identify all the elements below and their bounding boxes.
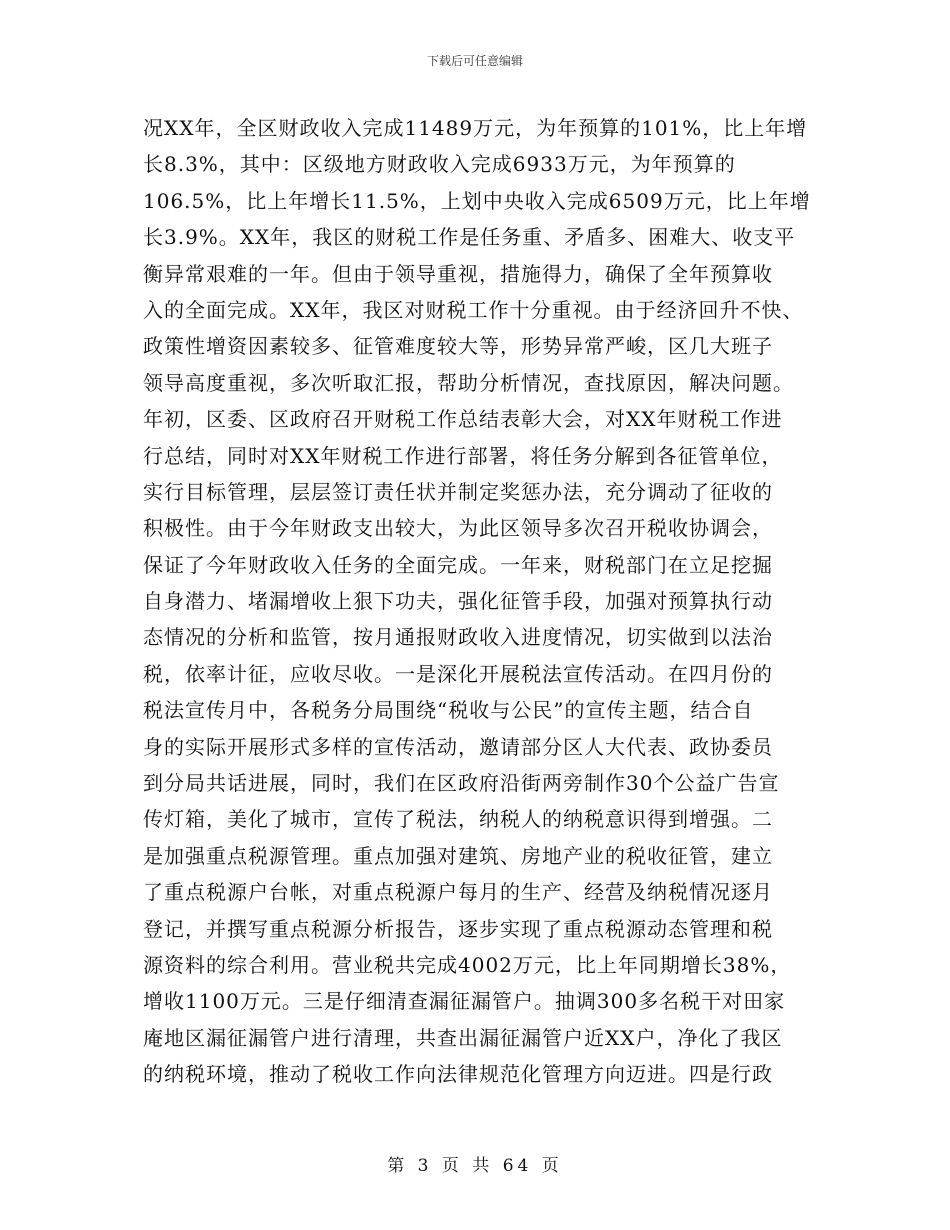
text-line: 行总结，同时对XX年财税工作进行部署，将任务分解到各征管单位，: [143, 443, 783, 468]
text-line: 衡异常艰难的一年。但由于领导重视，措施得力，确保了全年预算收: [143, 261, 773, 286]
text-line: 态情况的分析和监管，按月通报财政收入进度情况，切实做到以法治: [143, 625, 773, 650]
text-line: 自身潜力、堵漏增收上狠下功夫，强化征管手段，加强对预算执行动: [143, 589, 773, 614]
text-line: 税法宣传月中，各税务分局围绕“税收与公民”的宣传主题，结合自: [143, 698, 754, 723]
text-line: 积极性。由于今年财政支出较大，为此区领导多次召开税收协调会，: [143, 516, 773, 541]
text-line: 政策性增资因素较多、征管难度较大等，形势异常严峻，区几大班子: [143, 334, 773, 359]
document-body: [143, 110, 823, 1093]
text-line: 税，依率计征，应收尽收。一是深化开展税法宣传活动。在四月份的: [143, 661, 773, 686]
text-line: 源资料的综合利用。营业税共完成4002万元，比上年同期增长38%，: [143, 952, 792, 977]
text-line: 到分局共话进展，同时，我们在区政府沿街两旁制作30个公益广告宣: [143, 771, 780, 796]
text-line: 是加强重点税源管理。重点加强对建筑、房地产业的税收征管，建立: [143, 843, 773, 868]
text-line: 了重点税源户台帐，对重点税源户每月的生产、经营及纳税情况逐月: [143, 880, 773, 905]
text-line: 身的实际开展形式多样的宣传活动，邀请部分区人大代表、政协委员: [143, 734, 773, 759]
page-header: 下载后可任意编辑: [426, 54, 523, 68]
text-line: 106.5%，比上年增长11.5%，上划中央收入完成6509万元，比上年增: [143, 188, 811, 213]
text-line: 长3.9%。XX年，我区的财税工作是任务重、矛盾多、困难大、收支平: [143, 225, 796, 250]
text-line: 传灯箱，美化了城市，宣传了税法，纳税人的纳税意识得到增强。二: [143, 807, 773, 832]
text-line: 入的全面完成。XX年，我区对财税工作十分重视。由于经济回升不快、: [143, 297, 804, 322]
text-line: 保证了今年财政收入任务的全面完成。一年来，财税部门在立足挖掘: [143, 552, 773, 577]
page-number-footer: 第 3 页 共 64 页: [387, 1156, 563, 1176]
text-line: 的纳税环境，推动了税收工作向法律规范化管理方向迈进。四是行政: [143, 1062, 773, 1087]
text-line: 况XX年，全区财政收入完成11489万元，为年预算的101%，比上年增: [143, 116, 808, 140]
text-line: 增收1100万元。三是仔细清查漏征漏管户。抽调300多名税干对田家: [143, 989, 786, 1014]
text-line: 领导高度重视，多次听取汇报，帮助分析情况，查找原因，解决问题。: [143, 370, 794, 395]
text-line: 庵地区漏征漏管户进行清理，共查出漏征漏管户近XX户，净化了我区: [143, 1025, 783, 1050]
text-line: 实行目标管理，层层签订责任状并制定奖惩办法，充分调动了征收的: [143, 479, 773, 504]
text-line: 年初，区委、区政府召开财税工作总结表彰大会，对XX年财税工作进: [143, 407, 783, 432]
text-line: 登记，并撰写重点税源分析报告，逐步实现了重点税源动态管理和税: [143, 916, 773, 941]
text-line: 长8.3%，其中：区级地方财政收入完成6933万元，为年预算的: [143, 152, 736, 177]
